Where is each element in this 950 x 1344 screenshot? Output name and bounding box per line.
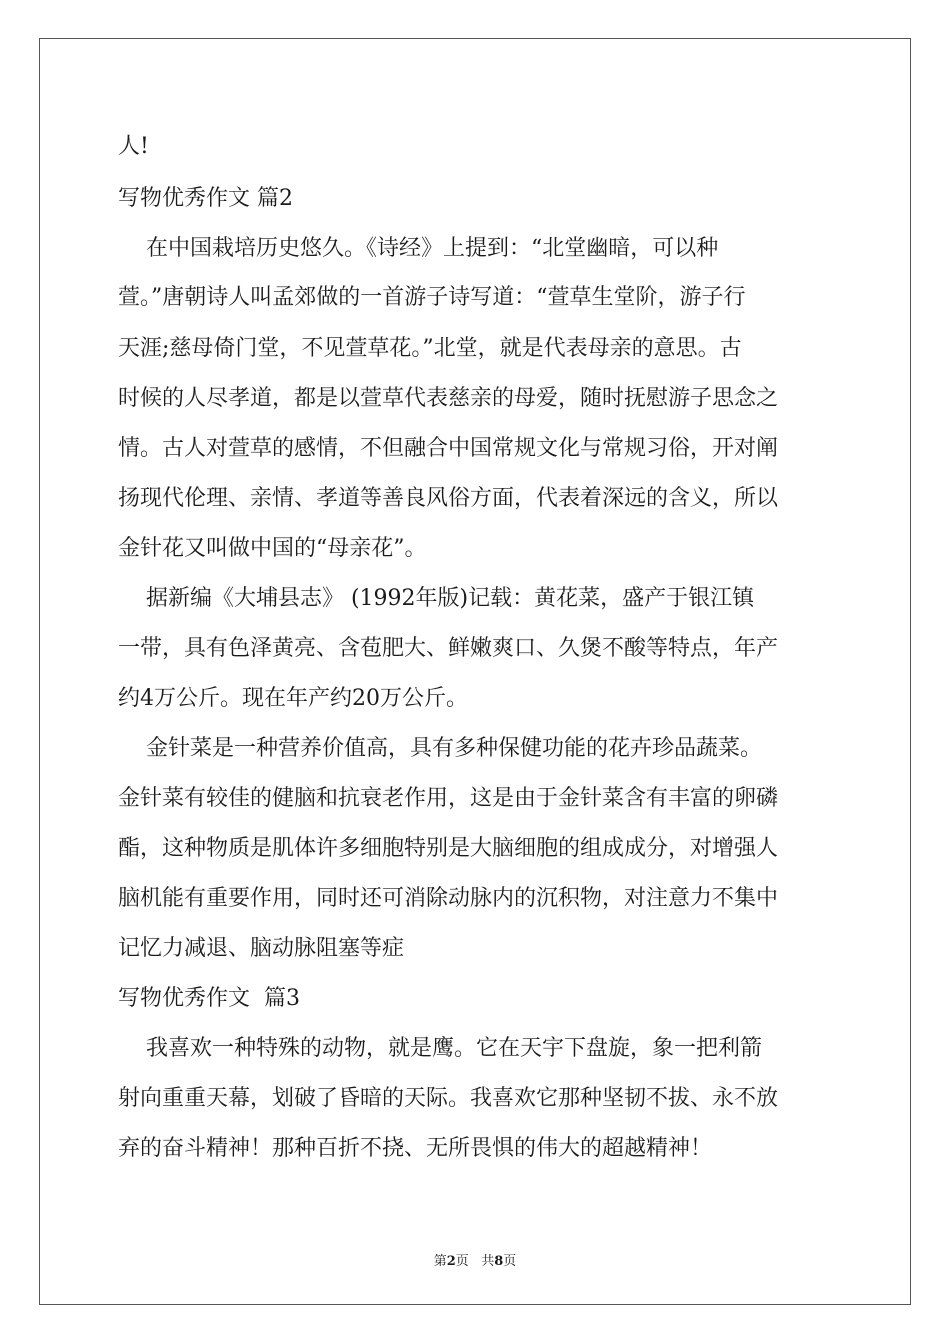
page-footer xyxy=(0,1250,950,1269)
text-line: 萱。”唐朝诗人叫孟郊做的一首游子诗写道：“萱草生堂阶，游子行 xyxy=(118,285,746,310)
text-line: 射向重重天幕，划破了昏暗的天际。我喜欢它那种坚韧不拔、永不放 xyxy=(118,1086,779,1111)
page-prefix: 第 xyxy=(433,1254,447,1269)
text-line: 金针花又叫做中国的“母亲花”。 xyxy=(118,536,427,561)
text-line: 约4万公斤。现在年产约20万公斤。 xyxy=(118,686,468,711)
text-line: 人! xyxy=(118,134,149,159)
text-line: 我喜欢一种特殊的动物，就是鹰。它在天宇下盘旋，象一把利箭 xyxy=(118,1036,762,1061)
section-heading: 写物优秀作文 篇2 xyxy=(118,186,293,211)
text-line: 据新编《大埔县志》 (1992年版)记载：黄花菜，盛产于银江镇 xyxy=(118,586,755,611)
text-line: 情。古人对萱草的感情，不但融合中国常规文化与常规习俗，开对阐 xyxy=(118,436,779,461)
text-line: 酯，这种物质是肌体许多细胞特别是大脑细胞的组成成分，对增强人 xyxy=(118,836,779,861)
text-line: 金针菜是一种营养价值高，具有多种保健功能的花卉珍品蔬菜。 xyxy=(118,736,762,761)
text-line: 记忆力减退、脑动脉阻塞等症 xyxy=(118,936,405,961)
text-line: 弃的奋斗精神！那种百折不挠、无所畏惧的伟大的超越精神！ xyxy=(118,1136,713,1161)
text-line: 一带，具有色泽黄亮、含苞肥大、鲜嫩爽口、久煲不酸等特点，年产 xyxy=(118,636,779,661)
section-heading: 写物优秀作文 篇3 xyxy=(118,986,300,1011)
page-border xyxy=(39,38,911,1305)
page-number: 2 xyxy=(446,1254,456,1269)
text-line: 脑机能有重要作用，同时还可消除动脉内的沉积物，对注意力不集中 xyxy=(118,886,779,911)
total-pages: 8 xyxy=(494,1254,504,1269)
text-line: 天涯;慈母倚门堂，不见萱草花。”北堂，就是代表母亲的意思。古 xyxy=(118,336,742,361)
total-suffix: 页 xyxy=(503,1254,517,1269)
text-line: 金针菜有较佳的健脑和抗衰老作用，这是由于金针菜含有丰富的卵磷 xyxy=(118,786,779,811)
text-line: 在中国栽培历史悠久。《诗经》上提到：“北堂幽暗，可以种 xyxy=(118,236,719,261)
text-line: 时候的人尽孝道，都是以萱草代表慈亲的母爱，随时抚慰游子思念之 xyxy=(118,386,779,411)
text-line: 扬现代伦理、亲情、孝道等善良风俗方面，代表着深远的含义，所以 xyxy=(118,486,779,511)
total-prefix: 共 xyxy=(481,1254,495,1269)
page-suffix: 页 xyxy=(455,1254,469,1269)
